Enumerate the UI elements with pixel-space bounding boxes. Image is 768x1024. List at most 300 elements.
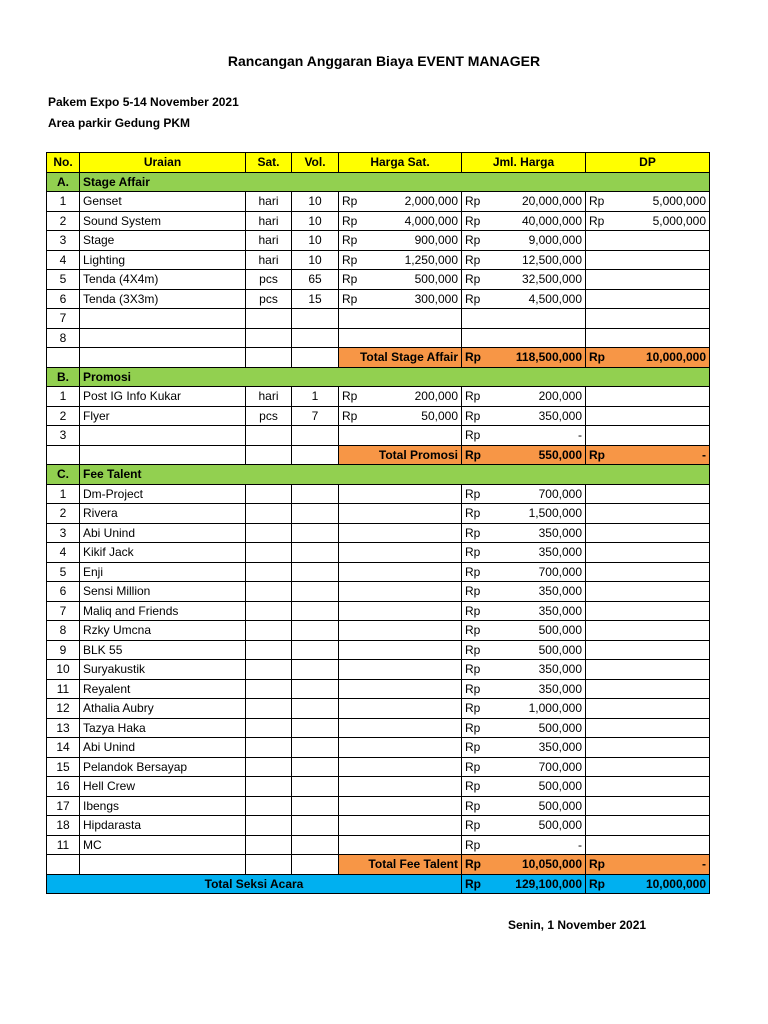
section-name: Promosi xyxy=(80,367,710,387)
unit-price-cell xyxy=(339,289,462,309)
section-code: C. xyxy=(47,465,80,485)
table-row xyxy=(47,718,710,738)
amount-value: 500,000 xyxy=(538,623,582,638)
amount-value: 500,000 xyxy=(538,818,582,833)
table-row xyxy=(47,387,710,407)
row-number: 11 xyxy=(47,679,80,699)
table-row xyxy=(47,660,710,680)
document-date: Senin, 1 November 2021 xyxy=(508,918,647,932)
volume-cell xyxy=(292,796,339,816)
volume-cell: 10 xyxy=(292,211,339,231)
item-name: Abi Unind xyxy=(80,738,246,758)
grand-total-dp xyxy=(586,874,710,894)
dp-cell xyxy=(586,192,710,212)
currency-label: Rp xyxy=(465,603,481,618)
amount-value: - xyxy=(578,428,582,443)
amount-cell xyxy=(462,211,586,231)
amount-cell xyxy=(462,309,586,329)
section-total-row xyxy=(47,445,710,465)
table-row xyxy=(47,484,710,504)
unit-cell xyxy=(246,543,292,563)
amount-value: - xyxy=(702,857,706,872)
unit-price-cell xyxy=(339,699,462,719)
item-name: Ibengs xyxy=(80,796,246,816)
currency-label: Rp xyxy=(465,623,481,638)
dp-cell xyxy=(586,426,710,446)
table-row xyxy=(47,621,710,641)
item-name: Enji xyxy=(80,562,246,582)
row-number: 7 xyxy=(47,601,80,621)
amount-cell xyxy=(462,270,586,290)
row-number: 3 xyxy=(47,523,80,543)
amount-cell xyxy=(462,523,586,543)
item-name xyxy=(80,309,246,329)
volume-cell xyxy=(292,660,339,680)
row-number: 8 xyxy=(47,328,80,348)
currency-label: Rp xyxy=(342,389,358,404)
row-number: 2 xyxy=(47,211,80,231)
dp-cell xyxy=(586,582,710,602)
currency-label: Rp xyxy=(342,408,358,423)
section-code: A. xyxy=(47,172,80,192)
currency-label: Rp xyxy=(465,720,481,735)
volume-cell xyxy=(292,523,339,543)
currency-label: Rp xyxy=(465,447,481,462)
section-total-amount xyxy=(462,445,586,465)
volume-cell xyxy=(292,328,339,348)
row-number: 6 xyxy=(47,582,80,602)
currency-label: Rp xyxy=(589,350,605,365)
currency-label: Rp xyxy=(465,486,481,501)
table-row xyxy=(47,679,710,699)
dp-cell xyxy=(586,270,710,290)
section-total-amount xyxy=(462,348,586,368)
row-number: 10 xyxy=(47,660,80,680)
budget-table xyxy=(46,152,710,894)
item-name: Tenda (3X3m) xyxy=(80,289,246,309)
venue-subtitle: Area parkir Gedung PKM xyxy=(48,116,191,130)
volume-cell xyxy=(292,816,339,836)
unit-price-cell xyxy=(339,523,462,543)
unit-cell xyxy=(246,621,292,641)
currency-label: Rp xyxy=(465,818,481,833)
amount-value: 350,000 xyxy=(538,662,582,677)
volume-cell xyxy=(292,679,339,699)
amount-value: 300,000 xyxy=(414,291,458,306)
item-name: Dm-Project xyxy=(80,484,246,504)
unit-cell xyxy=(246,484,292,504)
dp-cell xyxy=(586,504,710,524)
item-name: Abi Unind xyxy=(80,523,246,543)
empty-cell xyxy=(246,445,292,465)
unit-cell xyxy=(246,504,292,524)
amount-value: 12,500,000 xyxy=(521,252,582,267)
dp-cell xyxy=(586,543,710,563)
item-name: Tazya Haka xyxy=(80,718,246,738)
item-name: Athalia Aubry xyxy=(80,699,246,719)
item-name: Post IG Info Kukar xyxy=(80,387,246,407)
currency-label: Rp xyxy=(342,291,358,306)
dp-cell xyxy=(586,640,710,660)
section-name: Fee Talent xyxy=(80,465,710,485)
empty-cell xyxy=(292,445,339,465)
volume-cell: 1 xyxy=(292,387,339,407)
amount-value: 129,100,000 xyxy=(515,876,582,891)
unit-price-cell xyxy=(339,543,462,563)
amount-cell xyxy=(462,328,586,348)
table-row xyxy=(47,777,710,797)
table-row xyxy=(47,601,710,621)
unit-cell: hari xyxy=(246,192,292,212)
section-row xyxy=(47,465,710,485)
dp-cell xyxy=(586,328,710,348)
amount-cell xyxy=(462,699,586,719)
table-row xyxy=(47,426,710,446)
unit-price-cell xyxy=(339,231,462,251)
unit-cell xyxy=(246,640,292,660)
table-row xyxy=(47,270,710,290)
empty-cell xyxy=(292,348,339,368)
table-row xyxy=(47,328,710,348)
unit-cell: hari xyxy=(246,387,292,407)
row-number: 15 xyxy=(47,757,80,777)
amount-cell xyxy=(462,816,586,836)
amount-cell xyxy=(462,484,586,504)
row-number: 12 xyxy=(47,699,80,719)
unit-cell xyxy=(246,757,292,777)
amount-cell xyxy=(462,426,586,446)
section-total-label: Total Fee Talent xyxy=(339,855,462,875)
currency-label: Rp xyxy=(465,291,481,306)
table-row xyxy=(47,192,710,212)
currency-label: Rp xyxy=(342,233,358,248)
empty-cell xyxy=(80,348,246,368)
row-number: 16 xyxy=(47,777,80,797)
unit-price-cell xyxy=(339,816,462,836)
row-number: 17 xyxy=(47,796,80,816)
table-row xyxy=(47,523,710,543)
item-name: Reyalent xyxy=(80,679,246,699)
dp-cell xyxy=(586,289,710,309)
unit-cell: hari xyxy=(246,250,292,270)
currency-label: Rp xyxy=(465,525,481,540)
amount-cell xyxy=(462,562,586,582)
row-number: 9 xyxy=(47,640,80,660)
currency-label: Rp xyxy=(465,428,481,443)
dp-cell xyxy=(586,250,710,270)
volume-cell xyxy=(292,621,339,641)
unit-price-cell xyxy=(339,250,462,270)
item-name: Genset xyxy=(80,192,246,212)
currency-label: Rp xyxy=(465,740,481,755)
item-name xyxy=(80,426,246,446)
volume-cell xyxy=(292,426,339,446)
unit-price-cell xyxy=(339,718,462,738)
table-row xyxy=(47,543,710,563)
currency-label: Rp xyxy=(342,194,358,209)
grand-total-amount xyxy=(462,874,586,894)
amount-value: 20,000,000 xyxy=(521,194,582,209)
amount-value: 500,000 xyxy=(538,642,582,657)
item-name: Maliq and Friends xyxy=(80,601,246,621)
amount-cell xyxy=(462,192,586,212)
currency-label: Rp xyxy=(465,408,481,423)
currency-label: Rp xyxy=(465,545,481,560)
volume-cell xyxy=(292,757,339,777)
empty-cell xyxy=(246,348,292,368)
column-header-no: No. xyxy=(47,153,80,173)
amount-value: 500,000 xyxy=(538,798,582,813)
unit-cell xyxy=(246,660,292,680)
unit-price-cell xyxy=(339,387,462,407)
row-number: 1 xyxy=(47,192,80,212)
dp-cell xyxy=(586,484,710,504)
amount-value: 2,000,000 xyxy=(404,194,458,209)
item-name: Lighting xyxy=(80,250,246,270)
amount-cell xyxy=(462,835,586,855)
dp-cell xyxy=(586,562,710,582)
volume-cell xyxy=(292,543,339,563)
table-row xyxy=(47,640,710,660)
column-header-dp: DP xyxy=(586,153,710,173)
amount-value: 700,000 xyxy=(538,486,582,501)
table-row xyxy=(47,504,710,524)
currency-label: Rp xyxy=(465,701,481,716)
dp-cell xyxy=(586,406,710,426)
amount-value: 1,500,000 xyxy=(528,506,582,521)
currency-label: Rp xyxy=(465,252,481,267)
amount-value: 550,000 xyxy=(538,447,582,462)
amount-value: 4,000,000 xyxy=(404,213,458,228)
unit-cell xyxy=(246,835,292,855)
volume-cell xyxy=(292,601,339,621)
amount-value: 350,000 xyxy=(538,545,582,560)
volume-cell xyxy=(292,777,339,797)
currency-label: Rp xyxy=(465,681,481,696)
item-name: Pelandok Bersayap xyxy=(80,757,246,777)
dp-cell xyxy=(586,718,710,738)
dp-cell xyxy=(586,621,710,641)
unit-cell: hari xyxy=(246,211,292,231)
currency-label: Rp xyxy=(465,272,481,287)
row-number: 2 xyxy=(47,504,80,524)
unit-cell: hari xyxy=(246,231,292,251)
table-row xyxy=(47,562,710,582)
currency-label: Rp xyxy=(465,837,481,852)
unit-cell xyxy=(246,816,292,836)
volume-cell xyxy=(292,835,339,855)
unit-price-cell xyxy=(339,777,462,797)
table-row xyxy=(47,250,710,270)
row-number: 2 xyxy=(47,406,80,426)
amount-value: 500,000 xyxy=(538,779,582,794)
volume-cell xyxy=(292,640,339,660)
item-name: Sound System xyxy=(80,211,246,231)
volume-cell: 7 xyxy=(292,406,339,426)
amount-cell xyxy=(462,504,586,524)
unit-cell: pcs xyxy=(246,406,292,426)
volume-cell: 10 xyxy=(292,231,339,251)
amount-value: - xyxy=(702,447,706,462)
amount-cell xyxy=(462,250,586,270)
unit-cell xyxy=(246,523,292,543)
amount-cell xyxy=(462,757,586,777)
amount-value: 350,000 xyxy=(538,584,582,599)
amount-value: 350,000 xyxy=(538,408,582,423)
amount-value: 350,000 xyxy=(538,740,582,755)
volume-cell: 10 xyxy=(292,192,339,212)
currency-label: Rp xyxy=(589,857,605,872)
unit-price-cell xyxy=(339,309,462,329)
unit-price-cell xyxy=(339,601,462,621)
amount-cell xyxy=(462,640,586,660)
amount-value: 32,500,000 xyxy=(521,272,582,287)
amount-cell xyxy=(462,621,586,641)
currency-label: Rp xyxy=(465,584,481,599)
dp-cell xyxy=(586,816,710,836)
item-name: Rzky Umcna xyxy=(80,621,246,641)
unit-price-cell xyxy=(339,738,462,758)
dp-cell xyxy=(586,757,710,777)
unit-price-cell xyxy=(339,484,462,504)
unit-cell: pcs xyxy=(246,289,292,309)
volume-cell: 15 xyxy=(292,289,339,309)
amount-value: 500,000 xyxy=(538,720,582,735)
volume-cell xyxy=(292,582,339,602)
item-name: MC xyxy=(80,835,246,855)
row-number: 3 xyxy=(47,231,80,251)
dp-cell xyxy=(586,211,710,231)
unit-cell xyxy=(246,777,292,797)
empty-cell xyxy=(47,445,80,465)
unit-price-cell xyxy=(339,679,462,699)
volume-cell xyxy=(292,484,339,504)
section-row xyxy=(47,172,710,192)
amount-value: 10,000,000 xyxy=(645,876,706,891)
column-header-harga: Harga Sat. xyxy=(339,153,462,173)
amount-cell xyxy=(462,796,586,816)
table-row xyxy=(47,289,710,309)
amount-value: 350,000 xyxy=(538,603,582,618)
dp-cell xyxy=(586,777,710,797)
row-number: 5 xyxy=(47,562,80,582)
amount-cell xyxy=(462,738,586,758)
empty-cell xyxy=(292,855,339,875)
unit-price-cell xyxy=(339,211,462,231)
unit-cell: pcs xyxy=(246,270,292,290)
item-name: Stage xyxy=(80,231,246,251)
section-total-label: Total Stage Affair xyxy=(339,348,462,368)
currency-label: Rp xyxy=(465,798,481,813)
currency-label: Rp xyxy=(342,252,358,267)
amount-cell xyxy=(462,582,586,602)
unit-cell xyxy=(246,582,292,602)
amount-value: 200,000 xyxy=(414,389,458,404)
unit-price-cell xyxy=(339,504,462,524)
empty-cell xyxy=(246,855,292,875)
amount-value: 200,000 xyxy=(538,389,582,404)
empty-cell xyxy=(80,445,246,465)
amount-value: 5,000,000 xyxy=(652,213,706,228)
amount-cell xyxy=(462,679,586,699)
section-total-row xyxy=(47,855,710,875)
column-header-jml: Jml. Harga xyxy=(462,153,586,173)
row-number: 11 xyxy=(47,835,80,855)
table-row xyxy=(47,835,710,855)
item-name: Kikif Jack xyxy=(80,543,246,563)
column-header-sat: Sat. xyxy=(246,153,292,173)
amount-value: 5,000,000 xyxy=(652,194,706,209)
row-number: 1 xyxy=(47,484,80,504)
amount-value: 1,250,000 xyxy=(404,252,458,267)
dp-cell xyxy=(586,309,710,329)
unit-price-cell xyxy=(339,192,462,212)
amount-cell xyxy=(462,406,586,426)
table-row xyxy=(47,757,710,777)
row-number: 1 xyxy=(47,387,80,407)
currency-label: Rp xyxy=(465,857,481,872)
row-number: 13 xyxy=(47,718,80,738)
currency-label: Rp xyxy=(465,779,481,794)
amount-value: 40,000,000 xyxy=(521,213,582,228)
amount-cell xyxy=(462,387,586,407)
row-number: 14 xyxy=(47,738,80,758)
unit-cell xyxy=(246,426,292,446)
section-total-dp xyxy=(586,855,710,875)
amount-value: 1,000,000 xyxy=(528,701,582,716)
row-number: 3 xyxy=(47,426,80,446)
dp-cell xyxy=(586,231,710,251)
currency-label: Rp xyxy=(342,213,358,228)
section-total-dp xyxy=(586,348,710,368)
volume-cell xyxy=(292,562,339,582)
row-number: 5 xyxy=(47,270,80,290)
amount-value: 900,000 xyxy=(414,233,458,248)
currency-label: Rp xyxy=(465,564,481,579)
table-row xyxy=(47,816,710,836)
unit-cell xyxy=(246,309,292,329)
amount-value: 350,000 xyxy=(538,525,582,540)
row-number: 18 xyxy=(47,816,80,836)
section-row xyxy=(47,367,710,387)
dp-cell xyxy=(586,679,710,699)
amount-value: 10,000,000 xyxy=(645,350,706,365)
dp-cell xyxy=(586,699,710,719)
item-name xyxy=(80,328,246,348)
table-row xyxy=(47,309,710,329)
amount-cell xyxy=(462,543,586,563)
unit-cell xyxy=(246,679,292,699)
grand-total-row xyxy=(47,874,710,894)
currency-label: Rp xyxy=(465,506,481,521)
section-name: Stage Affair xyxy=(80,172,710,192)
section-total-amount xyxy=(462,855,586,875)
unit-price-cell xyxy=(339,426,462,446)
table-row xyxy=(47,699,710,719)
event-subtitle: Pakem Expo 5-14 November 2021 xyxy=(48,95,239,109)
item-name: Sensi Million xyxy=(80,582,246,602)
currency-label: Rp xyxy=(465,662,481,677)
table-row xyxy=(47,231,710,251)
amount-value: 700,000 xyxy=(538,759,582,774)
unit-price-cell xyxy=(339,582,462,602)
volume-cell xyxy=(292,309,339,329)
currency-label: Rp xyxy=(465,876,481,891)
currency-label: Rp xyxy=(342,272,358,287)
unit-cell xyxy=(246,718,292,738)
unit-price-cell xyxy=(339,562,462,582)
table-row xyxy=(47,406,710,426)
